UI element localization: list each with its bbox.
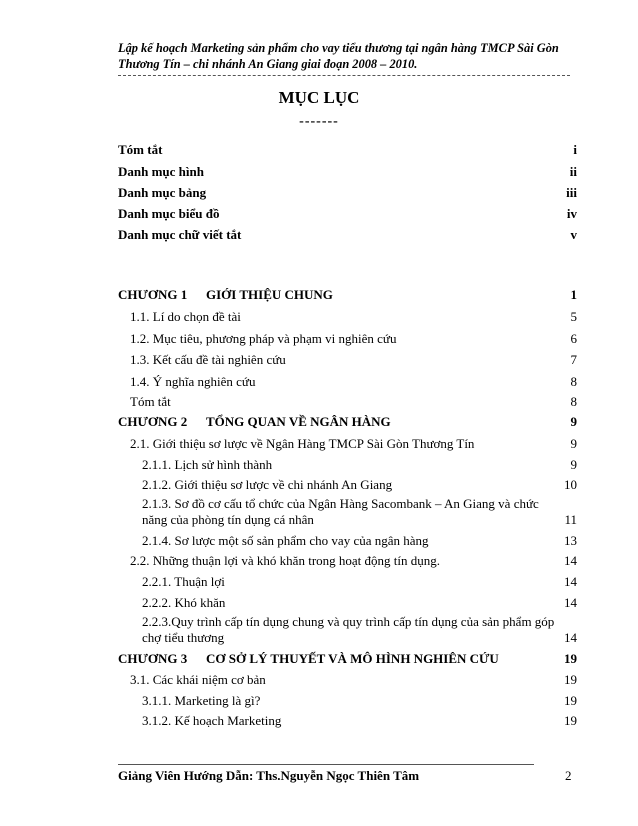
toc-page: 14 xyxy=(564,574,577,589)
toc-page: 13 xyxy=(564,533,577,548)
running-header xyxy=(118,40,570,72)
header-line-2: Thương Tín – chi nhánh An Giang giai đoạn 2008 – 2010. xyxy=(118,57,418,71)
toc-label: 2.1.3. Sơ đồ cơ cấu tổ chức của Ngân Hàng Sacombank – An Giang và chức năng của phòng tín dụng cá nhân xyxy=(142,496,539,527)
chapter-number: CHƯƠNG 1 xyxy=(118,287,188,302)
toc-page: i xyxy=(573,142,577,157)
header-line-1: Lập kế hoạch Marketing sản phẩm cho vay tiểu thương tại ngân hàng TMCP Sài Gòn xyxy=(118,41,559,55)
chapter-number: CHƯƠNG 2 xyxy=(118,414,188,429)
toc-page: 1 xyxy=(570,287,577,302)
toc-page: 9 xyxy=(570,414,577,429)
toc-page: 6 xyxy=(570,331,577,346)
toc-page: 10 xyxy=(564,477,577,492)
footer-advisor: Giảng Viên Hướng Dẫn: Ths.Nguyễn Ngọc Thiên Tâm xyxy=(118,768,420,783)
toc-page: iv xyxy=(566,206,577,221)
toc-page: v xyxy=(570,227,577,242)
header-rule xyxy=(118,75,570,76)
toc-page: 9 xyxy=(570,436,577,451)
chapter-title: CƠ SỞ LÝ THUYẾT VÀ MÔ HÌNH NGHIÊN CỨU xyxy=(206,651,499,666)
toc-page: 19 xyxy=(564,693,577,708)
toc-label: 2.1. Giới thiệu sơ lược về Ngân Hàng TMCP Sài Gòn Thương Tín xyxy=(130,436,475,451)
toc-label: 1.1. Lí do chọn đề tài xyxy=(130,309,241,324)
toc-label: 2.2.3.Quy trình cấp tín dụng chung và quy trình cấp tín dụng của sản phẩm góp chợ tiểu thương xyxy=(142,614,555,645)
toc-label: 2.2. Những thuận lợi và khó khăn trong hoạt động tín dụng. xyxy=(130,553,441,568)
title-rule: ------- xyxy=(299,114,339,129)
toc-label: 3.1. Các khái niệm cơ bản xyxy=(130,672,266,687)
toc-label: 2.1.2. Giới thiệu sơ lược về chi nhánh An Giang xyxy=(142,477,393,492)
toc-page: iii xyxy=(566,185,577,200)
toc-page: ii xyxy=(569,164,577,179)
toc-label: 1.4. Ý nghĩa nghiên cứu xyxy=(130,374,256,389)
toc-page: 19 xyxy=(564,651,577,666)
footer-rule xyxy=(118,764,534,765)
page-number: 2 xyxy=(565,768,572,783)
toc-page: 7 xyxy=(570,352,577,367)
chapter-title: TỔNG QUAN VỀ NGÂN HÀNG xyxy=(206,414,391,429)
chapter-title: GIỚI THIỆU CHUNG xyxy=(206,287,333,302)
toc-label: Danh mục chữ viết tắt xyxy=(118,227,242,242)
toc-page: 14 xyxy=(564,553,577,568)
toc-page: 5 xyxy=(570,309,577,324)
toc-label: 2.1.4. Sơ lược một số sản phẩm cho vay của ngân hàng xyxy=(142,533,429,548)
toc-label: 3.1.2. Kế hoạch Marketing xyxy=(142,713,282,728)
toc-label: 1.2. Mục tiêu, phương pháp và phạm vi nghiên cứu xyxy=(130,331,397,346)
toc-label: 3.1.1. Marketing là gì? xyxy=(142,693,261,708)
toc-label: Tóm tắt xyxy=(130,394,171,409)
toc-label: 2.2.1. Thuận lợi xyxy=(142,574,225,589)
page-title: MỤC LỤC xyxy=(278,88,360,107)
toc-page: 14 xyxy=(564,630,577,645)
toc-page: 11 xyxy=(564,512,577,527)
toc-label: 1.3. Kết cấu đề tài nghiên cứu xyxy=(130,352,286,367)
toc-label: Danh mục biểu đồ xyxy=(118,206,220,221)
toc-label: Tóm tắt xyxy=(118,142,163,157)
toc-page: 19 xyxy=(564,713,577,728)
chapter-number: CHƯƠNG 3 xyxy=(118,651,188,666)
toc-label: 2.1.1. Lịch sử hình thành xyxy=(142,457,273,472)
toc-page: 9 xyxy=(570,457,577,472)
toc-page: 14 xyxy=(564,595,577,610)
toc-page: 19 xyxy=(564,672,577,687)
toc-label: Danh mục bảng xyxy=(118,185,207,200)
toc-page: 8 xyxy=(570,394,577,409)
toc-label: Danh mục hình xyxy=(118,164,204,179)
toc-label: 2.2.2. Khó khăn xyxy=(142,595,226,610)
toc-page: 8 xyxy=(570,374,577,389)
